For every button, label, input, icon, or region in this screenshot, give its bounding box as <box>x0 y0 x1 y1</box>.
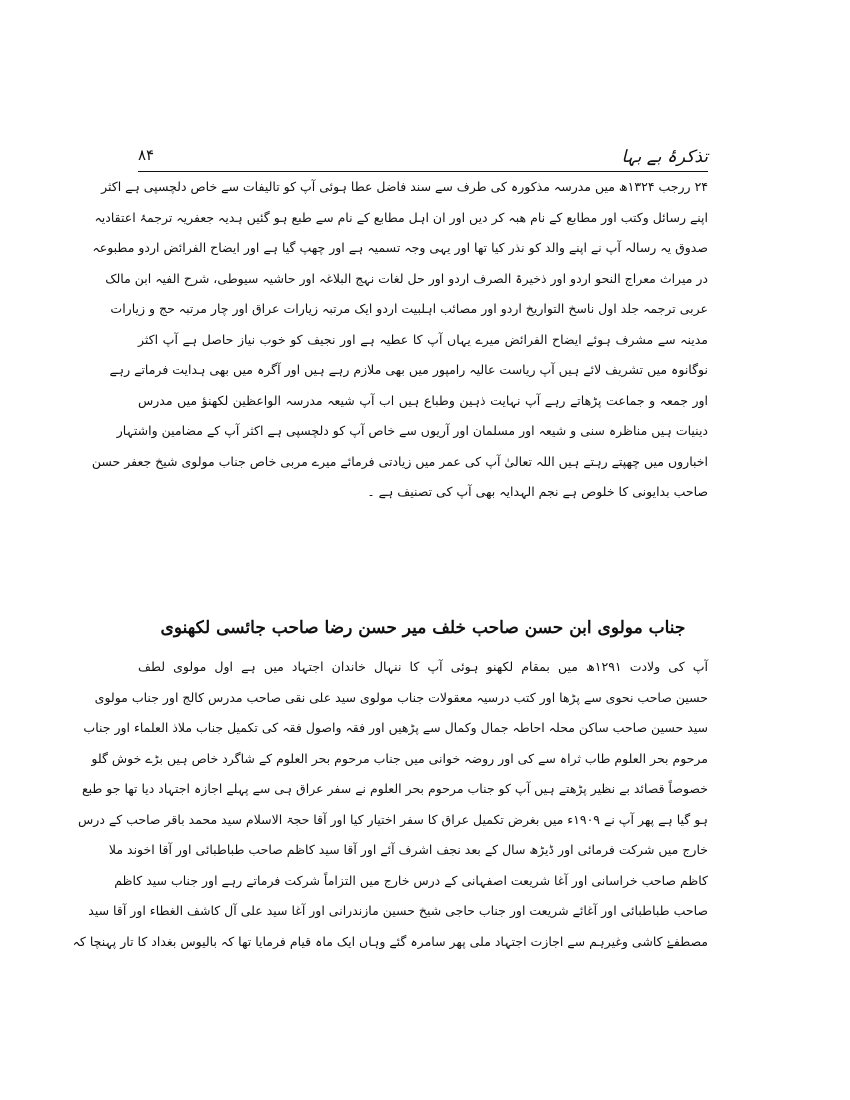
text-line: صاحب طباطبائی اور آغائے شریعت اور جناب حاجی شیخ حسین مازندرانی اور آغا سید علی آل کاشف الغطاء اور آقا سید <box>88 903 708 918</box>
page-number: ۸۴ <box>138 146 155 164</box>
text-line: خارج میں شرکت فرمائی اور ڈیڑھ سال کے بعد نجف اشرف آئے اور آقا سید کاظم صاحب طباطبائی اور آقا اخوند ملا <box>108 842 708 857</box>
text-line: دینیات ہیں مناظرہ سنی و شیعہ اور مسلمان اور آریوں سے خاص آپ کو دلچسپی ہے اکثر آپ کے مضامین واشتہار <box>116 423 708 438</box>
text-line: حسین صاحب نحوی سے پڑھا اور کتب درسیہ معقولات جناب مولوی سید علی نقی صاحب مدرس کالج اور جناب مولوی <box>94 689 708 705</box>
text-line: صدوق یہ رسالہ آپ نے اپنے والد کو نذر کیا تھا اور یہی وجہ تسمیہ ہے اور چھپ گیا ہے اور ایضاح الفرائض اردو مطبوعہ <box>92 240 708 255</box>
text-line: صاحب بدایونی کا خلوص ہے نجم الہدایہ بھی آپ کی تصنیف ہے ۔ <box>367 484 708 499</box>
text-line: سید حسین صاحب ساکن محلہ احاطہ جمال وکمال سے پڑھیں اور فقہ واصول فقہ کی تکمیل جناب ملاذ العلماء اور جناب <box>83 720 708 735</box>
text-line: مصطفےٰ کاشی وغیرہم سے اجازت اجتہاد ملی پھر سامرہ گئے وہاں ایک ماہ قیام فرمایا تھا کہ بالیوس بغداد کا تار پہنچا کہ <box>72 933 708 949</box>
text-line: ۲۴ ررجب ۱۳۲۴ھ میں مدرسہ مذکورہ کی طرف سے سند فاضل عطا ہوئی آپ کو تالیفات سے خاص دلچسپی ہے اکثر <box>101 179 708 194</box>
text-line: مرحوم بحر العلوم طاب ثراہ سے کی اور روضہ خوانی میں جناب مرحوم بحر العلوم کے شاگرد خاص ہیں بڑے خوش گلو <box>91 750 708 766</box>
text-line: آپ کی ولادت ۱۲۹۱ھ میں بمقام لکھنو ہوئی آپ کا ننہال خاندان اجتہاد میں ہے اول مولوی لطف <box>138 659 709 674</box>
text-line: عربی ترجمہ جلد اول ناسخ التواریخ اردو اور مصائب اہلبیت اردو ایک مرتبہ زیارات عراق اور چار مرتبہ حج و زیارات <box>110 301 708 316</box>
section-heading: جناب مولوی ابن حسن صاحب خلف میر حسن رضا صاحب جائسی لکھنوی <box>160 618 686 638</box>
running-title: تذکرۂ بے بہا <box>621 147 708 167</box>
text-line: اور جمعہ و جماعت پڑھاتے رہے آپ نہایت ذہین وطباع ہیں اب آپ شیعہ مدرسہ الواعظین لکھنؤ میں مدرس <box>138 392 708 408</box>
text-line: کاظم صاحب خراسانی اور آغا شریعت اصفہانی کے درس خارج میں التزاماً شرکت فرماتے رہے اور جناب سید کاظم <box>114 872 708 888</box>
text-line: نوگانوہ میں تشریف لائے ہیں آپ ریاست عالیہ رامپور میں بھی ملازم رہے ہیں اور آگرہ میں بھی ہدایت فرماتے رہے <box>109 362 708 377</box>
paragraph-1 <box>91 172 708 508</box>
text-line: اپنے رسائل وکتب اور مطابع کے نام ھبہ کر دیں اور ان اہل مطابع کے نام سے طبع ہو گئیں ہدیہ جعفریہ ترجمۂ اعتقادیہ <box>94 209 708 225</box>
text-line: در میراث معراج النحو اردو اور ذخیرۃ الصرف اردو اور حل لغات نہج البلاغہ اور حاشیہ سیوطی، شرح الفیہ ابن مالک <box>105 270 708 286</box>
page-header <box>138 140 708 172</box>
text-line: اخباروں میں چھپتے رہتے ہیں اللہ تعالیٰ آپ کی عمر میں زیادتی فرمائے میرے مربی خاص جناب مولوی شیخ جعفر حسن <box>91 453 708 469</box>
paragraph-2 <box>72 652 709 957</box>
text-line: مدینہ سے مشرف ہوئے ایضاح الفرائض میرے یہاں آپ کا عطیہ ہے اور نجیف کو خوب نیاز حاصل ہے آپ اکثر <box>138 331 708 347</box>
text-line: ہو گیا ہے پھر آپ نے ۱۹۰۹ء میں بغرض تکمیل عراق کا سفر اختیار کیا اور آقا حجۃ الاسلام سید محمد باقر صاحب کے درس <box>78 811 708 827</box>
text-line: خصوصاً قصائد بے نظیر پڑھتے ہیں آپ کو جناب مرحوم بحر العلوم نے سفر عراق ہی سے پہلے اجازہ اجتہاد دیا تھا جو طبع <box>81 781 708 796</box>
